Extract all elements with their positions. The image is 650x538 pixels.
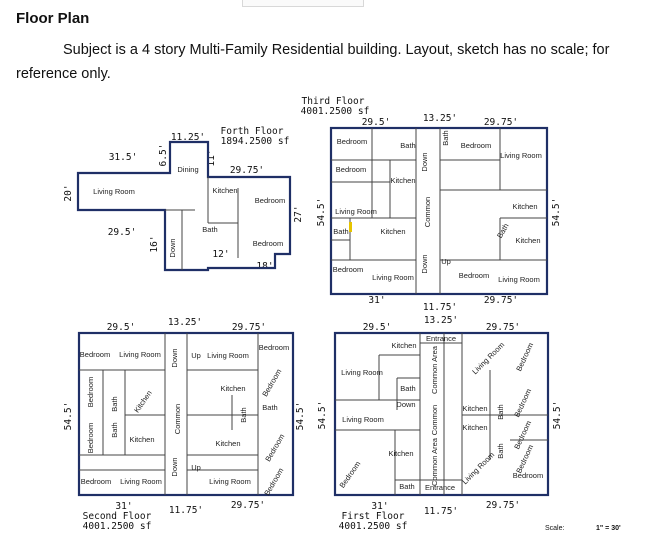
third-living-room-3: Living Room: [500, 151, 542, 160]
third-down-2: Down: [420, 254, 429, 274]
second-bedroom-8: Bedroom: [80, 477, 112, 486]
first-bedroom-2: Bedroom: [512, 387, 534, 419]
second-down-2: Down: [170, 457, 179, 477]
second-dim-11-75: 11.75': [168, 505, 204, 516]
third-kitchen-4: Kitchen: [515, 236, 541, 245]
forth-dim-16: 16': [149, 235, 160, 253]
forth-kitchen: Kitchen: [212, 186, 238, 195]
third-common: Common: [423, 196, 432, 228]
first-dim-29-5: 29.5': [362, 322, 392, 333]
first-kitchen-2: Kitchen: [462, 404, 488, 413]
second-bath-2: Bath: [110, 422, 119, 438]
first-kitchen-4: Kitchen: [388, 449, 414, 458]
second-living-room-1: Living Room: [119, 350, 161, 359]
second-dim-31: 31': [115, 501, 133, 512]
third-bath-2: Bath: [333, 227, 349, 236]
first-living-room-2: Living Room: [470, 340, 507, 377]
first-floor-plan: [317, 315, 563, 532]
forth-down: Down: [168, 238, 177, 258]
forth-dim-31-5: 31.5': [108, 152, 138, 163]
second-up-2: Up: [191, 463, 201, 472]
first-common-area-1: Common Area: [430, 346, 439, 394]
third-bath-3: Bath: [441, 130, 450, 146]
second-dim-54-5-right: 54.5': [295, 401, 306, 431]
forth-dim-11: 11': [206, 149, 217, 167]
first-common-area-2: Common Area: [430, 438, 439, 486]
first-bedroom-6: Bedroom: [514, 443, 536, 475]
forth-bedroom-1: Bedroom: [254, 196, 286, 205]
third-dim-13-25: 13.25': [422, 113, 458, 124]
first-bedroom-1: Bedroom: [514, 341, 536, 373]
second-floor-name: Second Floor: [82, 511, 152, 522]
forth-dim-20: 20': [63, 184, 74, 202]
second-bath-1: Bath: [110, 396, 119, 412]
second-bedroom-4: Bedroom: [86, 422, 95, 454]
second-kitchen-1: Kitchen: [132, 388, 154, 415]
forth-floor-plan: [63, 126, 304, 272]
second-dim-13-25: 13.25': [167, 317, 203, 328]
third-down-1: Down: [420, 152, 429, 172]
description-line-1: Subject is a 4 story Multi-Family Residential building. Layout, sketch has no scale; for: [63, 42, 610, 58]
first-dim-29-75-bottom: 29.75': [485, 500, 521, 511]
second-bedroom-6: Bedroom: [263, 432, 287, 464]
third-floor-name: Third Floor: [301, 96, 365, 107]
first-living-room-4: Living Room: [460, 450, 497, 487]
first-bath-3: Bath: [399, 482, 415, 491]
second-dim-29-5: 29.5': [106, 322, 136, 333]
forth-dim-11-25: 11.25': [170, 132, 206, 143]
forth-floor-area: 1894.2500 sf: [220, 136, 290, 147]
third-dim-29-75: 29.75': [483, 117, 519, 128]
third-dim-54-5-right: 54.5': [551, 197, 562, 227]
second-bath-4: Bath: [262, 403, 278, 412]
second-bedroom-5: Bedroom: [260, 367, 284, 399]
third-dim-54-5-left: 54.5': [316, 197, 327, 227]
first-kitchen-1: Kitchen: [391, 341, 417, 350]
third-living-room-2: Living Room: [372, 273, 414, 282]
third-kitchen-1: Kitchen: [390, 176, 416, 185]
forth-bath: Bath: [202, 225, 218, 234]
forth-dim-27: 27': [293, 205, 304, 223]
first-living-room-3: Living Room: [342, 415, 384, 424]
forth-floor-name: Forth Floor: [220, 126, 284, 137]
first-dim-11-75: 11.75': [423, 506, 459, 517]
first-bath-2: Bath: [496, 404, 505, 420]
second-floor-area: 4001.2500 sf: [82, 521, 152, 532]
second-kitchen-2: Kitchen: [129, 435, 155, 444]
forth-living-room: Living Room: [93, 187, 135, 196]
first-entrance-2: Entrance: [424, 483, 456, 492]
third-dim-29-5: 29.5': [361, 117, 391, 128]
first-bedroom-3: Bedroom: [512, 419, 534, 451]
forth-dim-29-5: 29.5': [107, 227, 137, 238]
second-living-room-2: Living Room: [207, 351, 249, 360]
forth-dim-18: 18': [256, 261, 274, 272]
description-line-2: reference only.: [16, 66, 111, 82]
second-bedroom-7: Bedroom: [262, 466, 286, 498]
second-dim-29-75-bottom: 29.75': [230, 500, 266, 511]
third-bedroom-2: Bedroom: [335, 165, 367, 174]
first-kitchen-3: Kitchen: [462, 423, 488, 432]
third-bedroom-4: Bedroom: [460, 141, 492, 150]
first-down: Down: [396, 400, 416, 409]
second-bedroom-1: Bedroom: [79, 350, 111, 359]
page-title: Floor Plan: [16, 10, 90, 27]
third-living-room-4: Living Room: [498, 275, 540, 284]
third-floor-plan: [301, 96, 562, 313]
third-dim-29-75: 29.75': [483, 295, 519, 306]
first-dim-54-5-right: 54.5': [552, 400, 563, 430]
scale-label: Scale:: [545, 525, 565, 532]
first-bedroom-4: Bedroom: [337, 459, 363, 490]
forth-dim-12: 12': [212, 249, 230, 260]
second-common: Common: [173, 403, 182, 435]
first-living-room-1: Living Room: [341, 368, 383, 377]
third-bath-1: Bath: [400, 141, 416, 150]
second-bedroom-3: Bedroom: [86, 376, 95, 408]
first-common: Common: [430, 404, 439, 436]
first-dim-31: 31': [371, 501, 389, 512]
first-floor-area: 4001.2500 sf: [338, 521, 408, 532]
forth-dim-29-75: 29.75': [229, 165, 265, 176]
second-living-room-3: Living Room: [209, 477, 251, 486]
third-bath-4: Bath: [495, 221, 511, 240]
second-living-room-4: Living Room: [120, 477, 162, 486]
third-dim-31: 31': [368, 295, 386, 306]
second-bath-3: Bath: [239, 407, 248, 423]
second-dim-29-75: 29.75': [231, 322, 267, 333]
third-bedroom-1: Bedroom: [336, 137, 368, 146]
forth-dining: Dining: [177, 165, 199, 174]
first-bedroom-5: Bedroom: [512, 471, 544, 480]
second-up-1: Up: [191, 351, 201, 360]
first-dim-29-75: 29.75': [485, 322, 521, 333]
forth-bedroom-2: Bedroom: [252, 239, 284, 248]
second-down-1: Down: [170, 348, 179, 368]
second-kitchen-4: Kitchen: [215, 439, 241, 448]
third-kitchen-3: Kitchen: [512, 202, 538, 211]
forth-dim-6-5: 6.5': [158, 143, 169, 167]
second-outline: [79, 333, 293, 498]
third-bedroom-5: Bedroom: [458, 271, 490, 280]
third-bedroom-3: Bedroom: [332, 265, 364, 274]
second-dim-54-5-left: 54.5': [63, 401, 74, 431]
first-bath-1: Bath: [400, 384, 416, 393]
first-floor-name: First Floor: [341, 511, 405, 522]
third-floor-area: 4001.2500 sf: [300, 106, 370, 117]
first-dim-54-5-left: 54.5': [317, 400, 328, 430]
third-dim-11-75: 11.75': [422, 302, 458, 313]
second-kitchen-3: Kitchen: [220, 384, 246, 393]
third-highlight-marker: [349, 222, 352, 232]
first-entrance-1: Entrance: [425, 334, 457, 343]
third-up: Up: [441, 257, 451, 266]
first-dim-13-25: 13.25': [423, 315, 459, 326]
third-kitchen-2: Kitchen: [380, 227, 406, 236]
scale-value: 1" = 30': [596, 525, 621, 532]
third-living-room-1: Living Room: [335, 207, 377, 216]
first-bath-4: Bath: [496, 443, 505, 459]
second-bedroom-2: Bedroom: [258, 343, 290, 352]
second-floor-plan: [63, 317, 306, 532]
